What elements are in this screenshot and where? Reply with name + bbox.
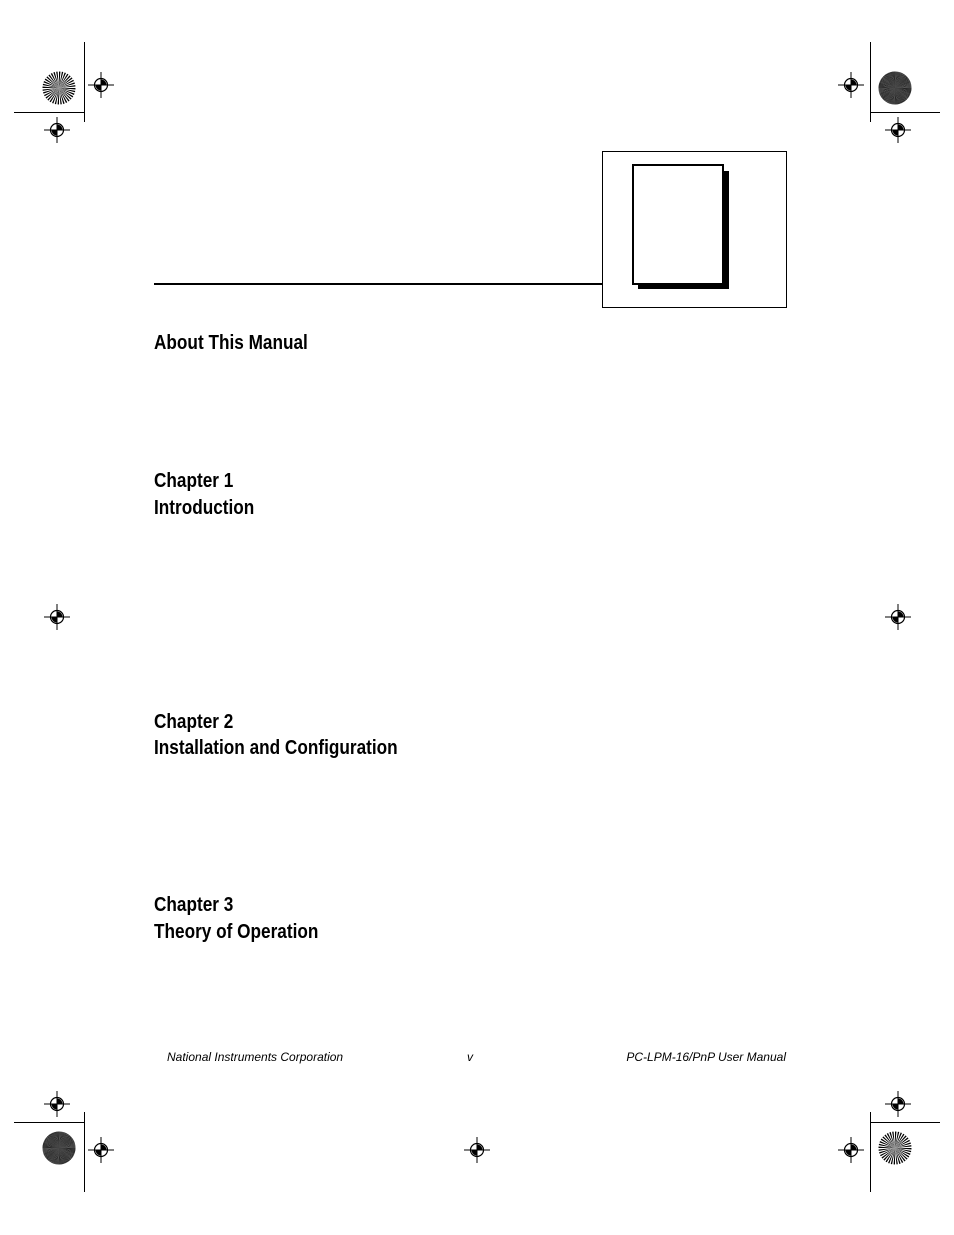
crosshair-registration-mark-icon	[88, 72, 114, 98]
starburst-target-icon	[42, 71, 76, 105]
crosshair-registration-mark-icon	[44, 604, 70, 630]
chapter-page-icon	[632, 164, 724, 285]
starburst-target-icon	[878, 71, 912, 105]
footer-company: National Instruments Corporation	[167, 1050, 344, 1064]
crop-line	[84, 1112, 85, 1192]
crop-line	[870, 1122, 940, 1123]
header-rule	[154, 283, 603, 285]
chapter-3-label: Chapter 3	[154, 894, 234, 916]
chapter-1-label: Chapter 1	[154, 470, 234, 492]
crosshair-registration-mark-icon	[88, 1137, 114, 1163]
starburst-target-icon	[42, 1131, 76, 1165]
crop-line	[14, 112, 84, 113]
crop-line	[14, 1122, 84, 1123]
chapter-2-label: Chapter 2	[154, 711, 234, 733]
chapter-2-title: Installation and Configuration	[154, 737, 398, 759]
starburst-target-icon	[878, 1131, 912, 1165]
crop-line	[870, 42, 871, 122]
footer-manual-title: PC-LPM-16/PnP User Manual	[626, 1050, 786, 1064]
crosshair-registration-mark-icon	[838, 1137, 864, 1163]
crosshair-registration-mark-icon	[464, 1137, 490, 1163]
crosshair-registration-mark-icon	[885, 604, 911, 630]
chapter-1-title: Introduction	[154, 497, 255, 519]
crop-line	[84, 42, 85, 122]
footer-page-number: v	[467, 1050, 473, 1064]
crosshair-registration-mark-icon	[44, 1091, 70, 1117]
crosshair-registration-mark-icon	[885, 1091, 911, 1117]
crop-line	[870, 112, 940, 113]
section-about-label: About This Manual	[154, 332, 308, 354]
crosshair-registration-mark-icon	[838, 72, 864, 98]
crosshair-registration-mark-icon	[885, 117, 911, 143]
chapter-3-title: Theory of Operation	[154, 921, 319, 943]
crosshair-registration-mark-icon	[44, 117, 70, 143]
crop-line	[870, 1112, 871, 1192]
